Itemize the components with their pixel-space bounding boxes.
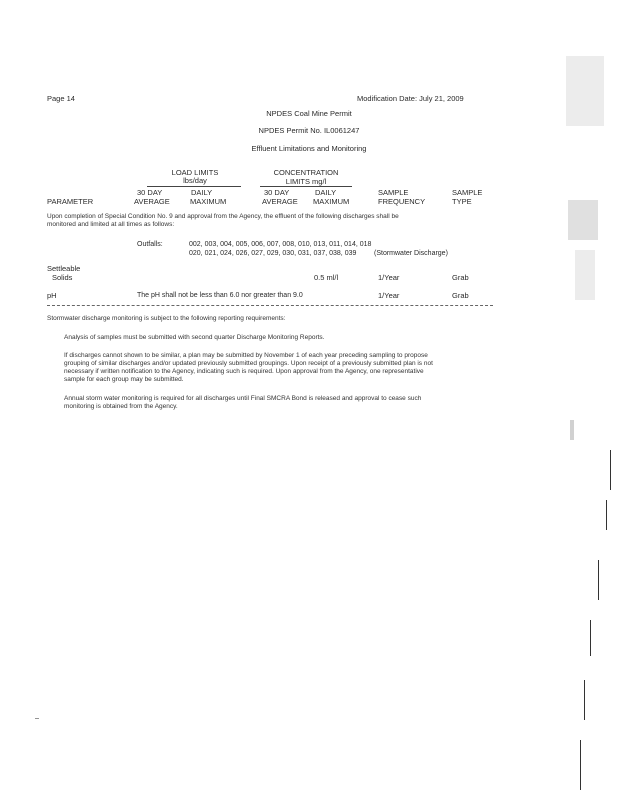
ph-limit-note: The pH shall not be less than 6.0 nor greater than 9.0 bbox=[137, 292, 303, 299]
col-30day-load: 30 DAY bbox=[137, 188, 163, 197]
modification-date: Modification Date: July 21, 2009 bbox=[357, 94, 464, 103]
requirement-paragraph-2: If discharges cannot shown to be similar, a plan may be submitted by November 1 of each year preceding sampling to propose bbox=[64, 352, 428, 359]
load-limits-units: lbs/day bbox=[183, 176, 207, 185]
sample-frequency-value: 1/Year bbox=[378, 273, 400, 282]
page-number: Page 14 bbox=[47, 94, 75, 103]
col-daily-conc-2: MAXIMUM bbox=[313, 197, 350, 206]
sample-type-value: Grab bbox=[452, 291, 469, 300]
col-parameter: PARAMETER bbox=[47, 197, 94, 206]
concentration-rule bbox=[260, 186, 352, 187]
outfalls-list-1: 002, 003, 004, 005, 006, 007, 008, 010, 013, 011, 014, 018 bbox=[189, 241, 372, 248]
requirement-paragraph-1: Analysis of samples must be submitted with second quarter Discharge Monitoring Reports. bbox=[64, 334, 325, 341]
outfalls-list-2: 020, 021, 024, 026, 027, 029, 030, 031, 037, 038, 039 bbox=[189, 250, 357, 257]
col-daily-load-2: MAXIMUM bbox=[190, 197, 227, 206]
param-settleable: Settleable bbox=[47, 264, 81, 273]
outfalls-note: (Stormwater Discharge) bbox=[374, 250, 448, 257]
col-daily-conc: DAILY bbox=[315, 188, 337, 197]
col-30day-conc-2: AVERAGE bbox=[262, 197, 298, 206]
permit-number: NPDES Permit No. IL0061247 bbox=[258, 126, 360, 135]
requirement-paragraph-2: sample for each group may be submitted. bbox=[64, 376, 184, 383]
sample-type-value: Grab bbox=[452, 273, 469, 282]
requirement-paragraph-3: Annual storm water monitoring is required for all discharges until Final SMCRA Bond is released and approval to cease such bbox=[64, 395, 422, 402]
concentration-units: LIMITS mg/l bbox=[285, 177, 327, 186]
requirements-lead: Stormwater discharge monitoring is subject to the following reporting requirements: bbox=[47, 315, 286, 322]
requirement-paragraph-2: necessary if written notification to the Agency, indicating such is required. Upon approval from the Agency, one representative bbox=[64, 368, 424, 375]
requirement-paragraph-3: monitoring is obtained from the Agency. bbox=[64, 403, 178, 410]
concentration-heading: CONCENTRATION bbox=[273, 168, 339, 177]
table-bottom-rule bbox=[47, 305, 493, 306]
param-ph: pH bbox=[47, 291, 57, 300]
intro-line-1: Upon completion of Special Condition No. 9 and approval from the Agency, the effluent of the following discharges shall be bbox=[47, 213, 399, 220]
document-title: NPDES Coal Mine Permit bbox=[266, 109, 352, 118]
col-daily-load: DAILY bbox=[191, 188, 213, 197]
sample-frequency-value: 1/Year bbox=[378, 291, 400, 300]
outfalls-label: Outfalls: bbox=[137, 241, 163, 248]
requirement-paragraph-2: grouping of similar discharges and/or updated previously submitted groupings. Upon receipt of a previously submitted plan is not bbox=[64, 360, 433, 367]
col-sample-frequency-2: FREQUENCY bbox=[378, 197, 426, 206]
col-30day-load-2: AVERAGE bbox=[134, 197, 170, 206]
col-sample-frequency: SAMPLE bbox=[378, 188, 409, 197]
col-sample-type-2: TYPE bbox=[452, 197, 472, 206]
section-title: Effluent Limitations and Monitoring bbox=[251, 144, 367, 153]
daily-max-value: 0.5 ml/l bbox=[314, 273, 339, 282]
param-solids: Solids bbox=[52, 273, 73, 282]
col-sample-type: SAMPLE bbox=[452, 188, 483, 197]
col-30day-conc: 30 DAY bbox=[264, 188, 290, 197]
load-limits-rule bbox=[147, 186, 241, 187]
intro-line-2: monitored and limited at all times as follows: bbox=[47, 221, 175, 228]
load-limits-heading: LOAD LIMITS bbox=[171, 168, 219, 177]
